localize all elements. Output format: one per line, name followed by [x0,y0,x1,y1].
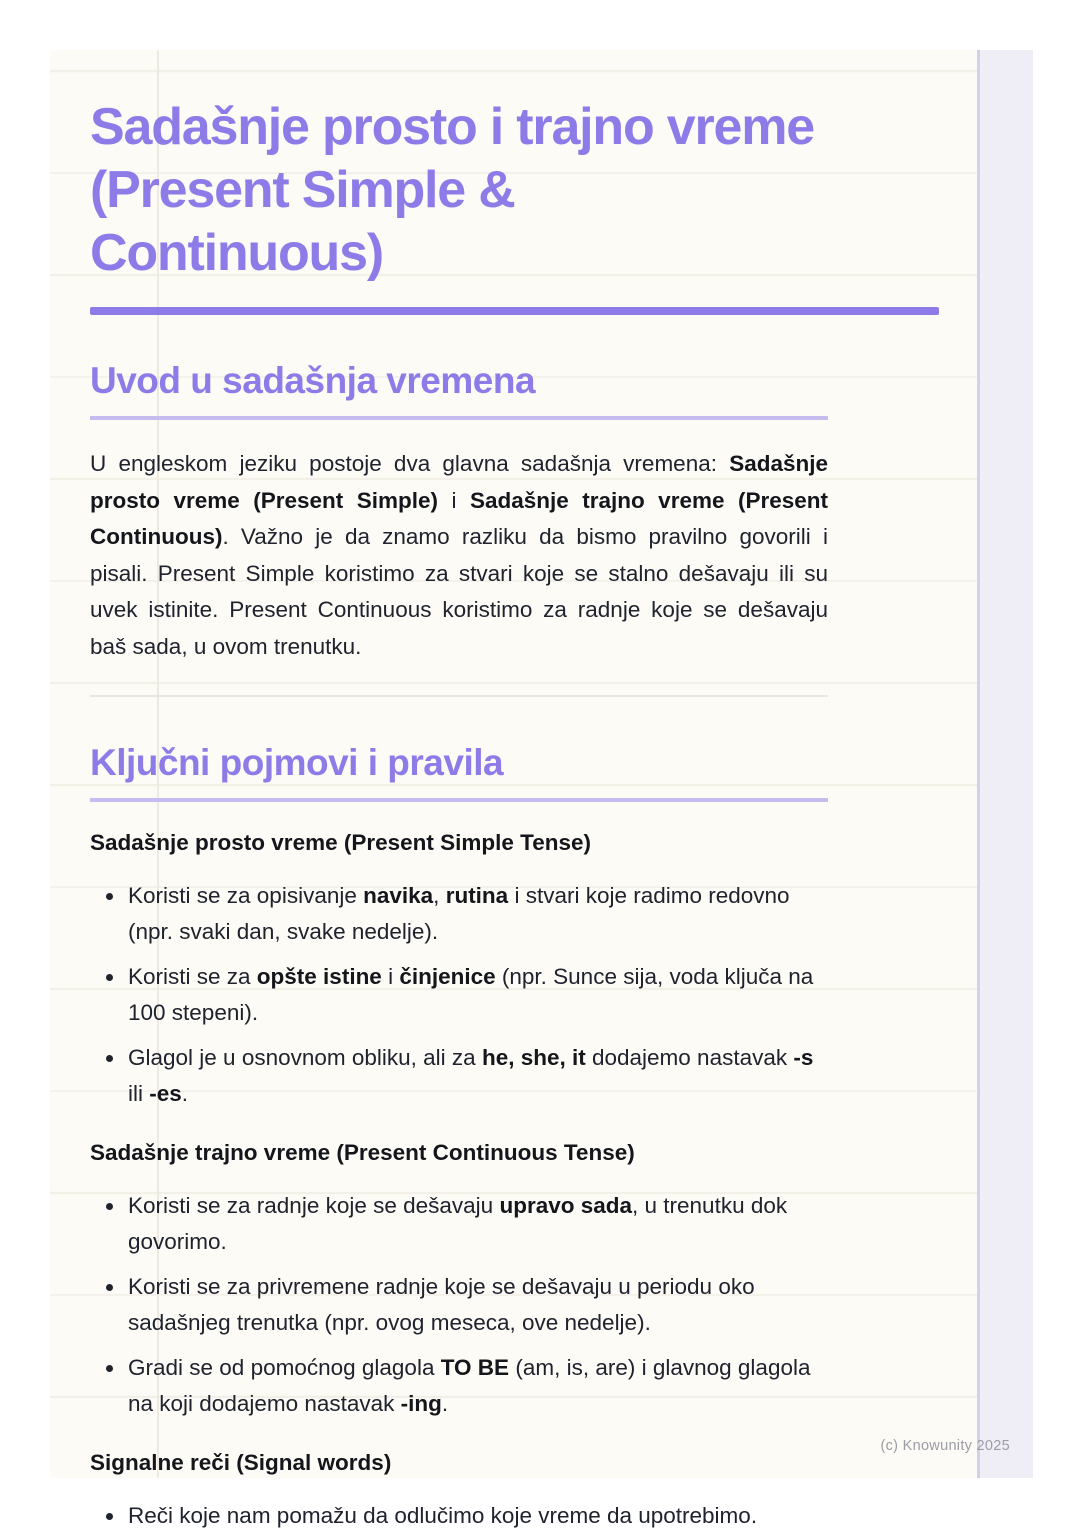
list-item: • Gradi se od pomoćnog glagola TO BE (am, is, are) i glavnog glagola na koji dodajemo nastavak -ing. [126,1350,828,1422]
copyright-footer: (c) Knowunity 2025 [880,1438,1010,1454]
bullet-list-signal-words [90,1498,828,1534]
subheading-present-continuous: Sadašnje trajno vreme (Present Continuous Tense) [90,1140,635,1165]
list-item: • Koristi se za opisivanje navika, rutina i stvari koje radimo redovno (npr. svaki dan, svake nedelje). [126,878,828,950]
section-heading-intro-underline [90,416,828,420]
list-item: • Koristi se za radnje koje se dešavaju upravo sada, u trenutku dok govorimo. [126,1188,828,1260]
list-item: • Glagol je u osnovnom obliku, ali za he, she, it dodajemo nastavak -s ili -es. [126,1040,828,1112]
section-heading-key-concepts-underline [90,798,828,802]
page-title [90,96,828,285]
list-item: • Koristi se za opšte istine i činjenice (npr. Sunce sija, voda ključa na 100 stepeni). [126,959,828,1031]
page-title-line-1: Sadašnje prosto i trajno vreme [90,98,815,156]
note-card [50,50,977,1528]
title-rule [90,307,939,315]
bullet-list-present-simple [90,878,828,1112]
subheading-present-simple: Sadašnje prosto vreme (Present Simple Tense) [90,830,592,855]
note-content [90,96,828,1534]
intro-paragraph: U engleskom jeziku postoje dva glavna sadašnja vremena: Sadašnje prosto vreme (Present Simple) i Sadašnje trajno vreme (Present Continuous). Važno je da znamo razliku da bismo pravilno govorili i pisali. Present Simple koristimo za stvari koje se stalno dešavaju ili su uvek istinite. Present Continuous koristimo za radnje koje se dešavaju baš sada, u ovom trenutku. [90,451,828,659]
page-edge-stripe [977,50,1033,1478]
section-heading-key-concepts: Ključni pojmovi i pravila [90,742,504,783]
list-item: • Koristi se za privremene radnje koje se dešavaju u periodu oko sadašnjeg trenutka (npr. ovog meseca, ove nedelje). [126,1269,828,1341]
section-divider [90,695,828,697]
page-title-line-2: (Present Simple & [90,161,515,219]
page-title-line-3: Continuous) [90,224,383,282]
list-item: • Reči koje nam pomažu da odlučimo koje vreme da upotrebimo. [126,1498,828,1534]
bullet-list-present-continuous [90,1188,828,1422]
section-heading-intro: Uvod u sadašnja vremena [90,360,536,401]
subheading-signal-words: Signalne reči (Signal words) [90,1450,392,1475]
